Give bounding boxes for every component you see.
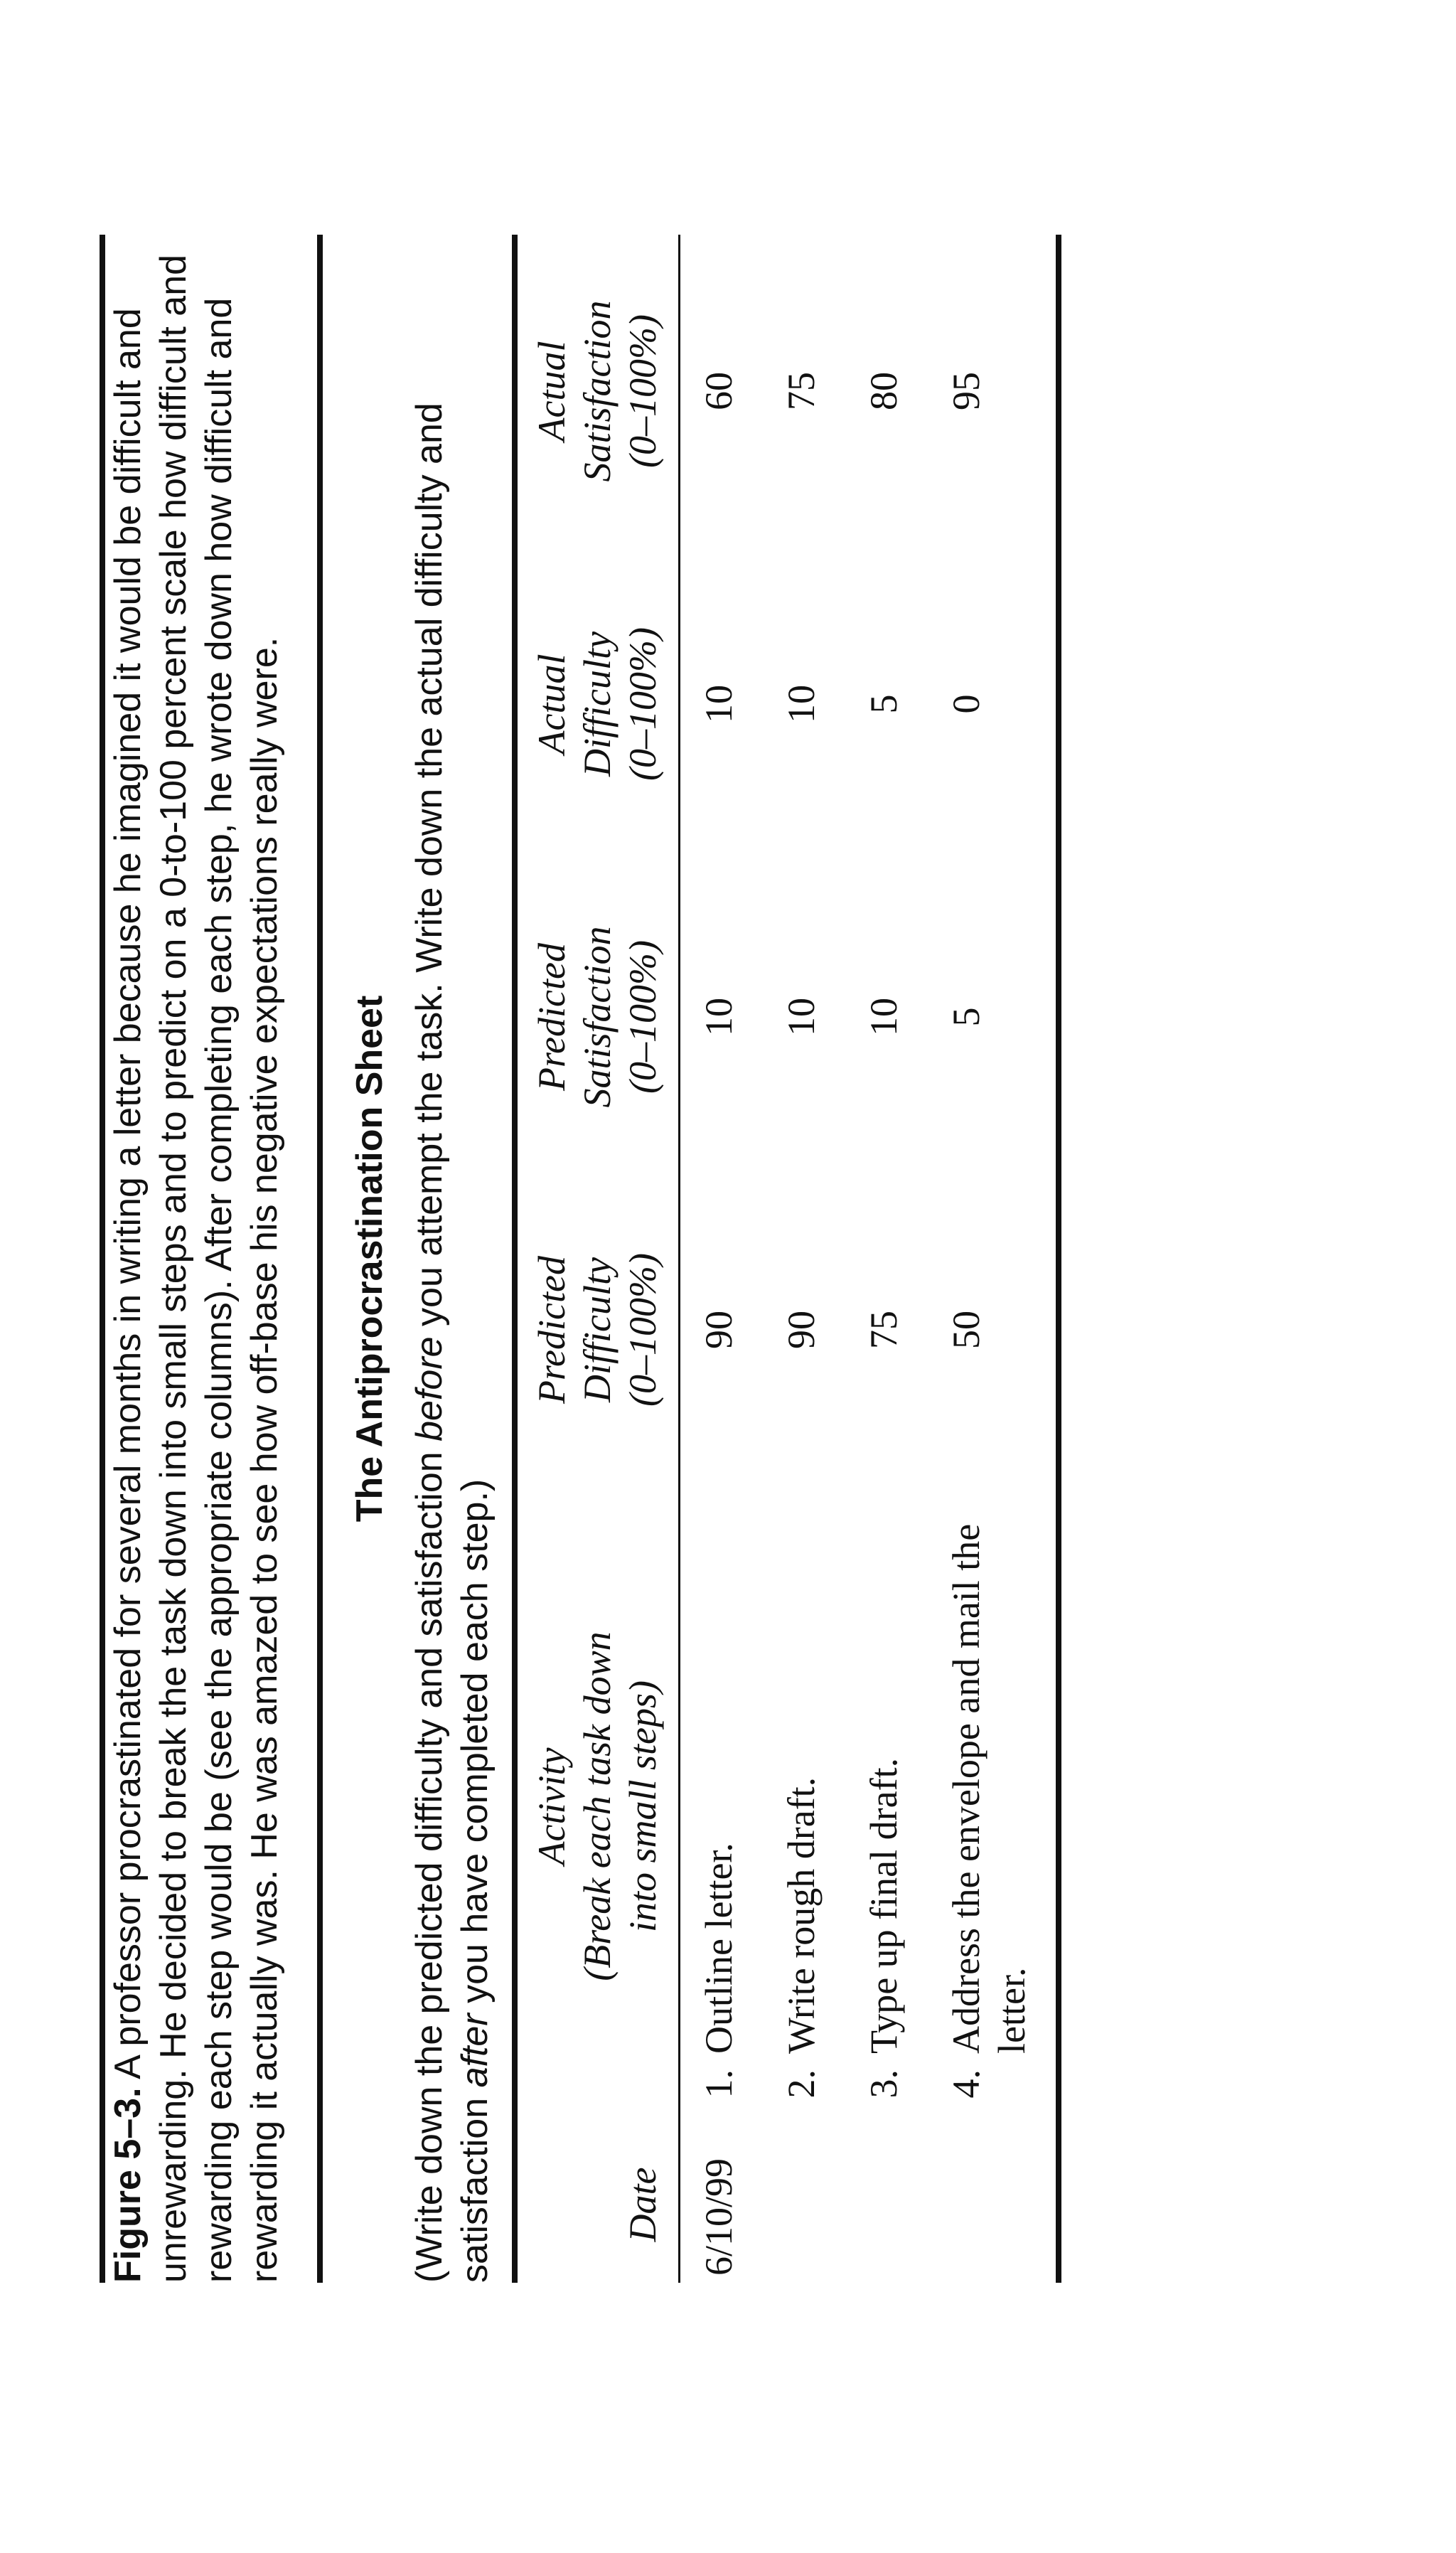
header-predicted-satisfaction: Predicted Satisfaction (0–100%) <box>518 860 680 1173</box>
cell-actual-difficulty: 10 <box>697 685 740 723</box>
header-row <box>518 235 680 2283</box>
instructions-text-3: you have completed each step.) <box>454 1478 496 2014</box>
cell-date <box>845 2126 928 2283</box>
cell-activity: 1. Outline letter. <box>697 1843 740 2099</box>
table-top-rule <box>512 235 518 2283</box>
cell-predicted-difficulty: 75 <box>862 1311 905 1349</box>
header-predicted-difficulty: Predicted Difficulty (0–100%) <box>518 1173 680 1486</box>
cell-actual-difficulty: 10 <box>780 685 823 723</box>
cell-date: 6/10/99 <box>697 2158 740 2276</box>
figure-label: Figure 5–3. <box>107 2087 149 2283</box>
cell-predicted-satisfaction: 10 <box>780 998 823 1036</box>
cell-actual-satisfaction: 60 <box>697 372 740 410</box>
cell-date <box>928 2126 1056 2283</box>
table-row <box>928 235 1056 2283</box>
table-bottom-rule <box>1056 235 1061 2283</box>
figure-caption <box>105 235 317 2283</box>
table-row <box>763 235 845 2283</box>
caption-text: A professor procrastinated for several months in writing a letter because he imagined it would be difficult and unrewarding. He decided to break the task down into small steps and to predict on a 0-to-100 percent scale how difficult and rewarding each step would be (see the appropriate columns). After completing each step, he wrote down how difficult and rewarding it actually was. He was amazed to see how off-base his negative expectations really were. <box>107 254 285 2283</box>
cell-actual-difficulty: 0 <box>945 694 987 714</box>
header-date: Date <box>518 2126 680 2283</box>
instructions-emphasis-after: after <box>454 2013 496 2088</box>
cell-date <box>763 2126 845 2283</box>
antiprocrastination-table <box>518 235 1056 2283</box>
cell-actual-satisfaction: 80 <box>862 372 905 410</box>
instructions-text-1: (Write down the predicted difficulty and satisfaction <box>409 1441 450 2283</box>
cell-activity: 4. Address the envelope and mail the letter. <box>945 1523 1033 2099</box>
cell-actual-difficulty: 5 <box>862 694 905 714</box>
cell-actual-satisfaction: 95 <box>945 372 987 410</box>
cell-predicted-difficulty: 90 <box>697 1311 740 1349</box>
cell-predicted-difficulty: 50 <box>945 1311 987 1349</box>
header-actual-difficulty: Actual Difficulty (0–100%) <box>518 548 680 860</box>
cell-predicted-difficulty: 90 <box>780 1311 823 1349</box>
sheet-instructions <box>407 235 498 2283</box>
figure-content <box>100 235 1061 2283</box>
cell-predicted-satisfaction: 10 <box>862 998 905 1036</box>
cell-activity: 3. Type up final draft. <box>862 1757 905 2099</box>
header-activity: Activity (Break each task down into small steps) <box>518 1486 680 2126</box>
table-row <box>680 235 764 2283</box>
instructions-text-2: you attempt the task. Write down the actual difficulty and satisfaction <box>409 403 496 2283</box>
sheet-title: The Antiprocrastination Sheet <box>349 995 390 1523</box>
table-row <box>845 235 928 2283</box>
header-actual-satisfaction: Actual Satisfaction (0–100%) <box>518 235 680 548</box>
cell-activity: 2. Write rough draft. <box>780 1776 823 2099</box>
instructions-emphasis-before: before <box>409 1336 450 1441</box>
cell-actual-satisfaction: 75 <box>780 372 823 410</box>
top-rule <box>100 235 105 2283</box>
cell-predicted-satisfaction: 5 <box>945 1007 987 1027</box>
caption-divider <box>317 235 323 2283</box>
cell-predicted-satisfaction: 10 <box>697 998 740 1036</box>
